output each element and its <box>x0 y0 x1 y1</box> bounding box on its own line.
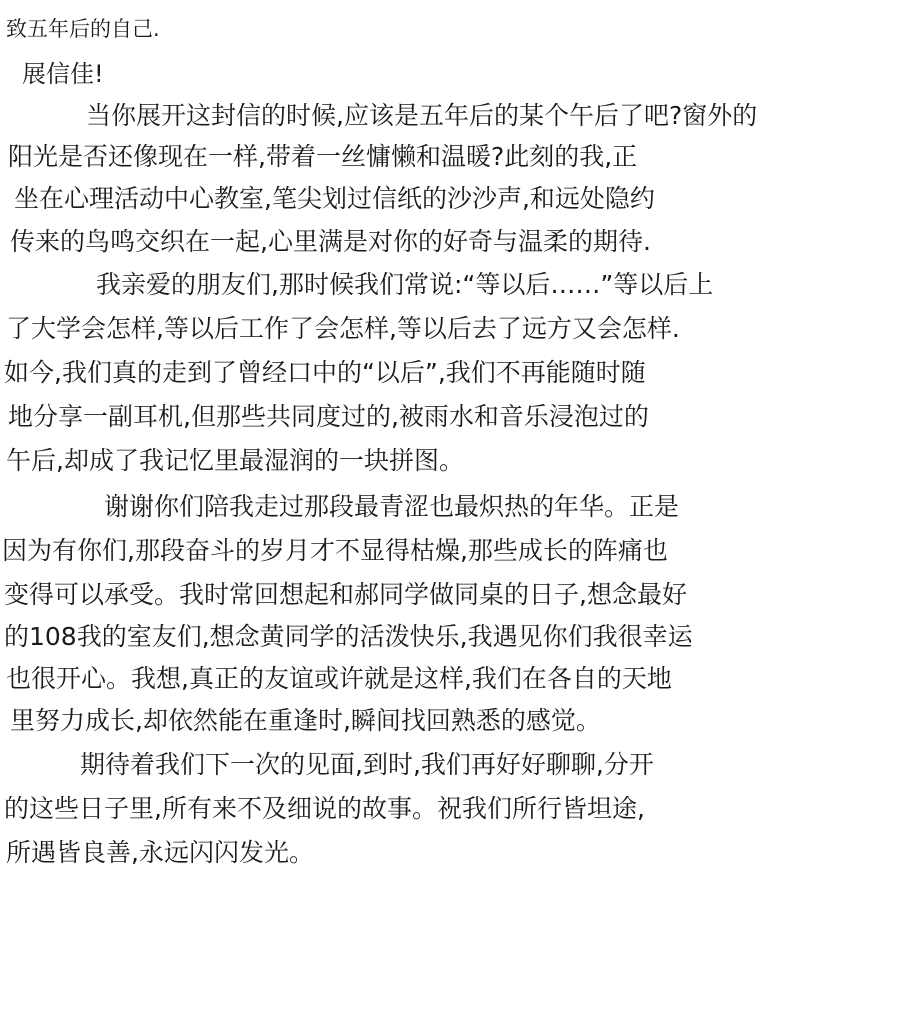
letter-line: 如今,我们真的走到了曾经口中的“以后”,我们不再能随时随 <box>4 358 646 387</box>
letter-line: 变得可以承受。我时常回想起和郝同学做同桌的日子,想念最好 <box>4 580 687 609</box>
letter-heading: 致五年后的自己. <box>6 17 160 41</box>
letter-line: 地分享一副耳机,但那些共同度过的,被雨水和音乐浸泡过的 <box>8 402 649 431</box>
letter-line: 的108我的室友们,想念黄同学的活泼快乐,我遇见你们我很幸运 <box>4 622 693 651</box>
letter-line: 阳光是否还像现在一样,带着一丝慵懒和温暖?此刻的我,正 <box>8 142 638 171</box>
letter-line: 我亲爱的朋友们,那时候我们常说:“等以后……”等以后上 <box>96 270 714 299</box>
letter-line: 的这些日子里,所有来不及细说的故事。祝我们所行皆坦途, <box>4 794 645 823</box>
letter-line: 谢谢你们陪我走过那段最青涩也最炽热的年华。正是 <box>104 492 680 521</box>
letter-line: 期待着我们下一次的见面,到时,我们再好好聊聊,分开 <box>80 750 654 779</box>
letter-line: 因为有你们,那段奋斗的岁月才不显得枯燥,那些成长的阵痛也 <box>2 536 668 565</box>
letter-line: 传来的鸟鸣交织在一起,心里满是对你的好奇与温柔的期待. <box>10 227 651 256</box>
letter-line: 了大学会怎样,等以后工作了会怎样,等以后去了远方又会怎样. <box>6 314 680 343</box>
letter-line: 所遇皆良善,永远闪闪发光。 <box>6 838 314 867</box>
letter-line: 里努力成长,却依然能在重逢时,瞬间找回熟悉的感觉。 <box>10 706 601 735</box>
letter-line: 坐在心理活动中心教室,笔尖划过信纸的沙沙声,和远处隐约 <box>14 184 655 213</box>
letter-line: 午后,却成了我记忆里最湿润的一块拼图。 <box>6 446 464 475</box>
letter-greeting: 展信佳! <box>22 60 104 88</box>
letter-line: 也很开心。我想,真正的友谊或许就是这样,我们在各自的天地 <box>6 664 672 693</box>
letter-line: 当你展开这封信的时候,应该是五年后的某个午后了吧?窗外的 <box>86 101 758 130</box>
